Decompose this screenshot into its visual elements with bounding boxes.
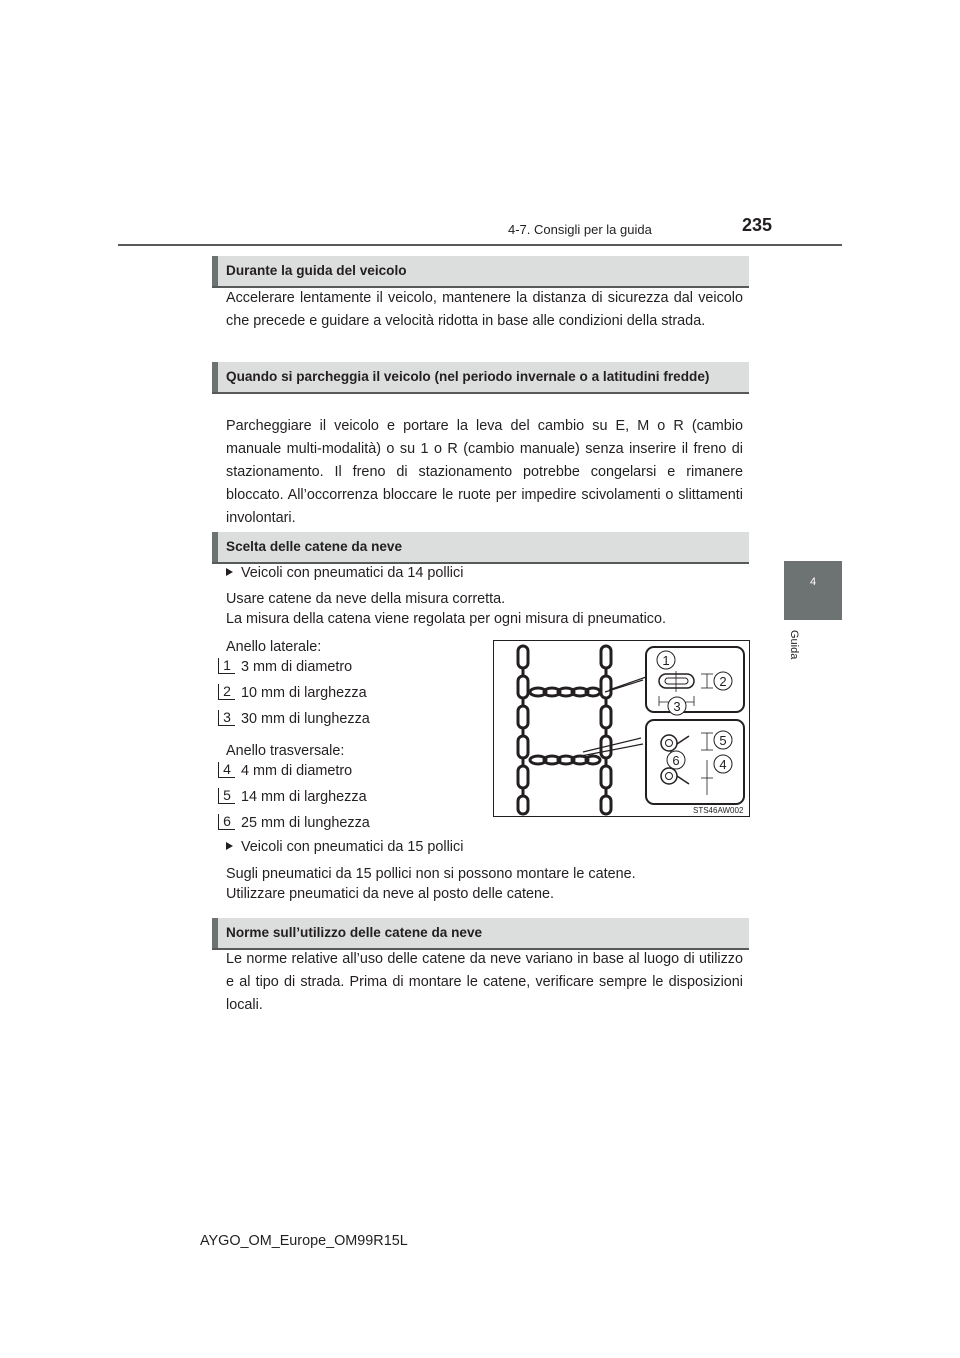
section-heading-chains: Scelta delle catene da neve xyxy=(212,532,749,564)
running-header-section: 4-7. Consigli per la guida xyxy=(508,222,652,237)
bullet-15-inch: Veicoli con pneumatici da 15 pollici xyxy=(226,837,463,857)
spec-item: 6 25 mm di lunghezza xyxy=(218,813,370,833)
spec-item: 5 14 mm di larghezza xyxy=(218,787,367,807)
svg-text:4: 4 xyxy=(719,757,727,772)
svg-text:2: 2 xyxy=(719,674,727,689)
svg-text:5: 5 xyxy=(719,733,727,748)
chains-line-1: Usare catene da neve della misura corretta. xyxy=(226,591,506,607)
chains-line-2: La misura della catena viene regolata per ogni misura di pneumatico. xyxy=(226,611,666,627)
paragraph-regulations: Le norme relative all’uso delle catene da neve variano in base al luogo di utilizzo e al tipo di strada. Prima di montare le catene, verificare sempre le disposizioni locali. xyxy=(226,951,743,1013)
spec-item: 3 30 mm di lunghezza xyxy=(218,709,370,729)
triangle-bullet-icon xyxy=(226,842,233,850)
side-ring-label: Anello laterale: xyxy=(226,639,322,655)
header-rule xyxy=(118,244,842,246)
triangle-bullet-icon xyxy=(226,568,233,576)
snow-chain-illustration xyxy=(493,640,750,817)
page-number: 235 xyxy=(742,215,773,235)
spec-item: 1 3 mm di diametro xyxy=(218,657,352,677)
section-heading-regulations: Norme sull’utilizzo delle catene da neve xyxy=(212,918,749,950)
illustration-code: STS46AW002 xyxy=(693,806,744,815)
section-heading-driving: Durante la guida del veicolo xyxy=(212,256,749,288)
chapter-tab-label: Guida xyxy=(788,630,800,660)
svg-text:6: 6 xyxy=(672,753,680,768)
cross-ring-label: Anello trasversale: xyxy=(226,743,345,759)
chains-line-4: Utilizzare pneumatici da neve al posto delle catene. xyxy=(226,886,554,902)
bullet-14-inch: Veicoli con pneumatici da 14 pollici xyxy=(226,563,463,583)
paragraph-parking: Parcheggiare il veicolo e portare la leva del cambio su E, M o R (cambio manuale multi-modalità) o su 1 o R (cambio manuale) senza inserire il freno di stazionamento. Il freno di stazionamento potrebbe congelarsi e rimanere bloccato. All’occorrenza bloccare le ruote per impedire scivolamenti o slittamenti involontari. xyxy=(226,418,743,526)
spec-item: 2 10 mm di larghezza xyxy=(218,683,367,703)
paragraph-driving: Accelerare lentamente il veicolo, mantenere la distanza di sicurezza dal veicolo che precede e guidare a velocità ridotta in base alle condizioni della strada. xyxy=(226,290,743,329)
chapter-tab xyxy=(784,561,842,620)
spec-item: 4 4 mm di diametro xyxy=(218,761,352,781)
svg-text:3: 3 xyxy=(673,699,681,714)
footer-document-id: AYGO_OM_Europe_OM99R15L xyxy=(200,1233,408,1249)
section-heading-parking: Quando si parcheggia il veicolo (nel periodo invernale o a latitudini fredde) xyxy=(212,362,749,394)
chains-line-3: Sugli pneumatici da 15 pollici non si possono montare le catene. xyxy=(226,866,636,882)
svg-text:1: 1 xyxy=(662,653,670,668)
chapter-tab-number: 4 xyxy=(809,576,817,588)
